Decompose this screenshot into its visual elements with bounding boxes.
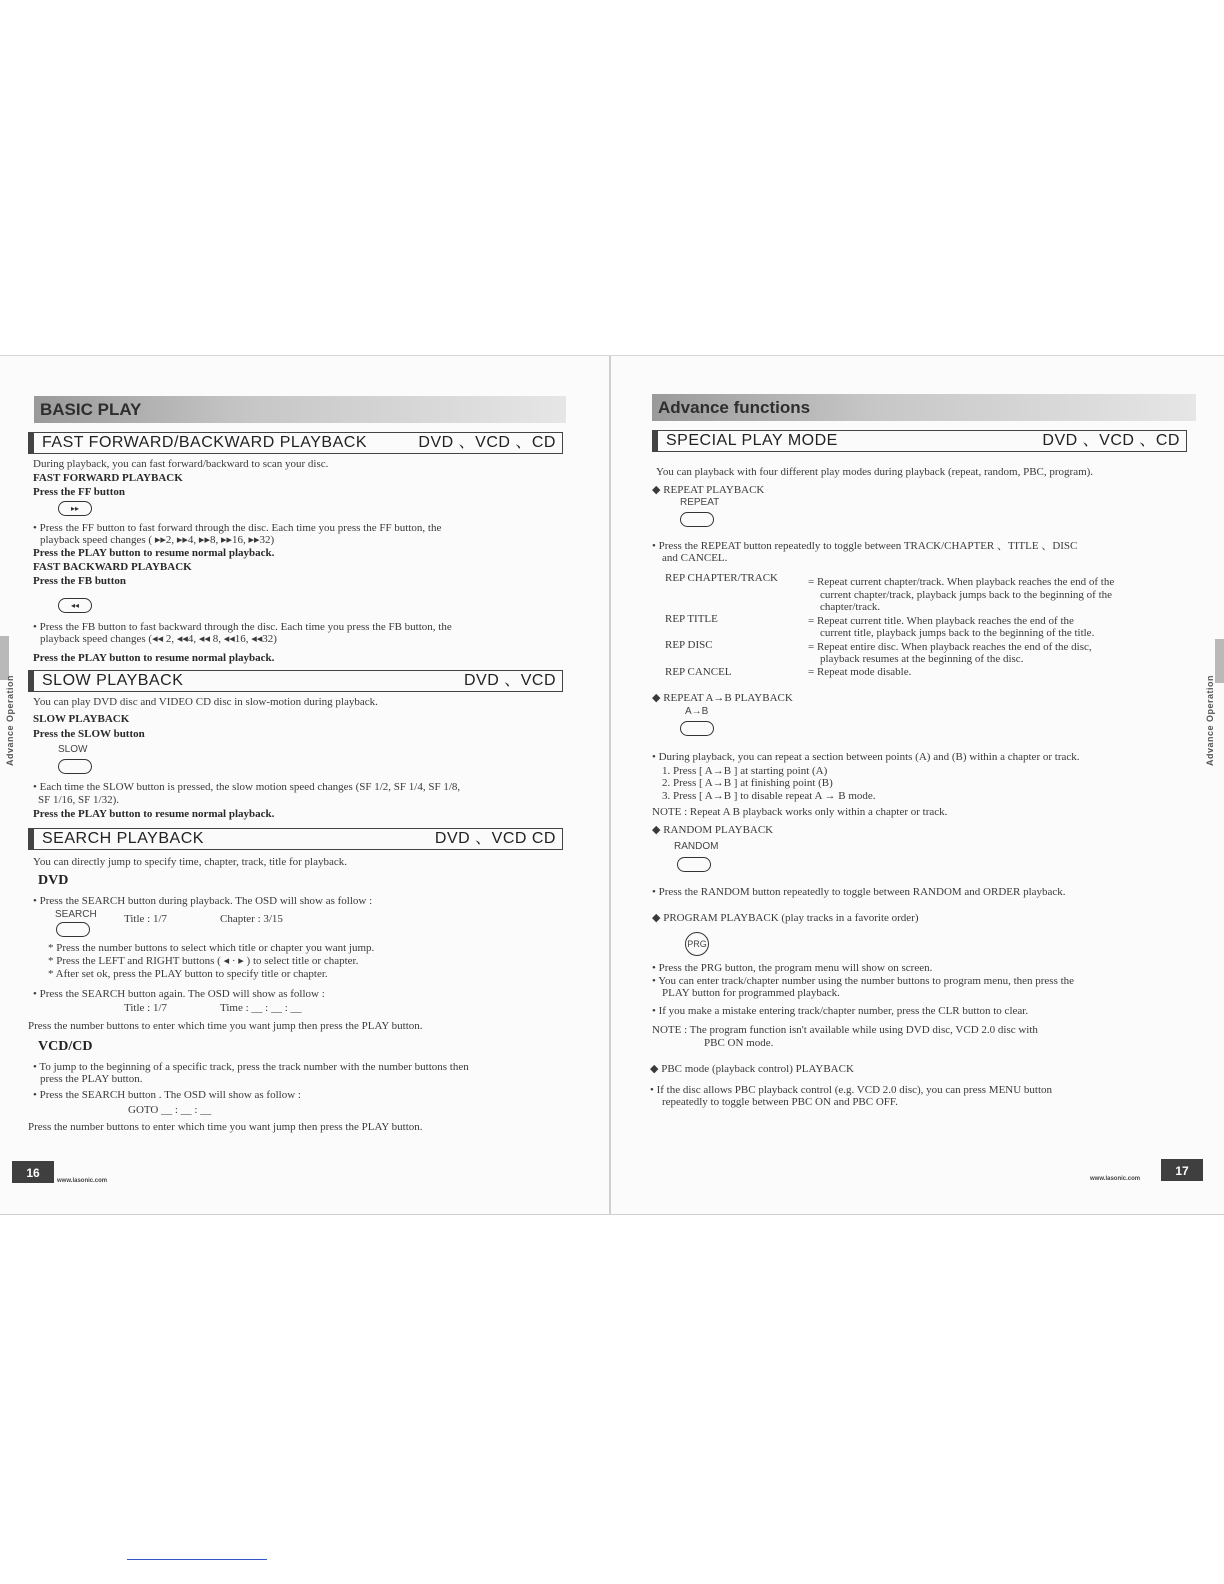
- ab-bullet: • During playback, you can repeat a section between points (A) and (B) within a chapter or track.: [652, 751, 1080, 763]
- osd-title: Title : 1/7: [124, 913, 167, 925]
- rep-term-title: REP TITLE: [665, 613, 718, 625]
- rep-desc-cancel-1: = Repeat mode disable.: [808, 666, 912, 678]
- ff-button-icon: ▸▸: [58, 501, 92, 516]
- program-note-2: PBC ON mode.: [704, 1037, 774, 1049]
- vcd-enter-text: Press the number buttons to enter which time you want jump then press the PLAY button.: [28, 1121, 423, 1133]
- page-number: 16: [12, 1161, 54, 1183]
- repeat-heading: ◆ REPEAT PLAYBACK: [652, 484, 765, 496]
- side-tab-marker: [0, 636, 9, 680]
- ff-resume: Press the PLAY button to resume normal playback.: [33, 547, 275, 559]
- repeat-bullet-line-1: • Press the REPEAT button repeatedly to toggle between TRACK/CHAPTER 、TITLE 、DISC: [652, 540, 1078, 552]
- osd2-title: Title : 1/7: [124, 1002, 167, 1014]
- goto-osd: GOTO __ : __ : __: [128, 1104, 212, 1116]
- fb-button-icon: ◂◂: [58, 598, 92, 613]
- fb-resume: Press the PLAY button to resume normal playback.: [33, 652, 275, 664]
- prg-button-icon: PRG: [685, 932, 709, 956]
- rep-desc-chapter-3: chapter/track.: [820, 601, 881, 613]
- special-intro: You can playback with four different play modes during playback (repeat, random, PBC, program).: [656, 466, 1094, 478]
- rep-desc-disc-1: = Repeat entire disc. When playback reaches the end of the disc,: [808, 641, 1092, 653]
- ab-note: NOTE : Repeat A B playback works only within a chapter or track.: [652, 806, 948, 818]
- ab-step-3: 3. Press [ A→B ] to disable repeat A → B mode.: [662, 790, 876, 802]
- dvd-star-1: * Press the number buttons to select which title or chapter you want jump.: [48, 942, 375, 954]
- program-bullet-4: • If you make a mistake entering track/chapter number, press the CLR button to clear.: [652, 1005, 1029, 1017]
- search-section-discs: DVD 、VCD CD: [434, 830, 556, 847]
- side-label: Advance Operation: [1205, 674, 1215, 766]
- program-bullet-2: • You can enter track/chapter number using the number buttons to program menu, then press the: [652, 975, 1075, 987]
- rep-desc-title-1: = Repeat current title. When playback reaches the end of the: [808, 615, 1074, 627]
- osd2-time: Time : __ : __ : __: [220, 1002, 302, 1014]
- ff-section-header: [28, 432, 563, 454]
- ab-button-label: A→B: [685, 706, 709, 717]
- dvd-enter-text: Press the number buttons to enter which time you want jump then press the PLAY button.: [28, 1020, 423, 1032]
- ab-step-2: 2. Press [ A→B ] at finishing point (B): [662, 777, 833, 789]
- slow-section-discs: DVD 、VCD: [463, 672, 556, 689]
- dvd-heading: DVD: [38, 873, 69, 888]
- rep-term-chapter: REP CHAPTER/TRACK: [665, 572, 778, 584]
- rep-desc-chapter-2: current chapter/track, playback jumps back to the beginning of the: [820, 589, 1113, 601]
- slow-button-label: SLOW: [58, 744, 88, 755]
- slow-press: Press the SLOW button: [33, 728, 145, 740]
- left-page: [0, 356, 610, 1214]
- ab-heading: ◆ REPEAT A→B PLAYBACK: [652, 692, 793, 704]
- program-note-1: NOTE : The program function isn't available while using DVD disc, VCD 2.0 disc with: [652, 1024, 1038, 1036]
- ff-section-title: FAST FORWARD/BACKWARD PLAYBACK: [42, 434, 367, 451]
- slow-heading: SLOW PLAYBACK: [33, 713, 130, 725]
- search-intro: You can directly jump to specify time, chapter, track, title for playback.: [33, 856, 347, 868]
- rep-term-cancel: REP CANCEL: [665, 666, 732, 678]
- program-heading: ◆ PROGRAM PLAYBACK (play tracks in a favorite order): [652, 912, 919, 924]
- slow-section-header: [28, 670, 563, 692]
- pbc-heading: ◆ PBC mode (playback control) PLAYBACK: [650, 1063, 854, 1075]
- vcd-bullet-line-2: press the PLAY button.: [40, 1073, 143, 1085]
- rep-desc-title-2: current title, playback jumps back to the beginning of the title.: [820, 627, 1095, 639]
- dvd-star-2: * Press the LEFT and RIGHT buttons ( ◂ · ▸ ) to select title or chapter.: [48, 955, 359, 967]
- section-banner: Advance functions: [652, 394, 1196, 421]
- special-section-title: SPECIAL PLAY MODE: [666, 432, 838, 449]
- rep-term-disc: REP DISC: [665, 639, 713, 651]
- dvd-star-3: * After set ok, press the PLAY button to specify title or chapter.: [48, 968, 328, 980]
- vcd-bullet-line-3: • Press the SEARCH button . The OSD will show as follow :: [33, 1089, 301, 1101]
- ab-button-icon: [680, 721, 714, 736]
- fb-bullet-line-1: • Press the FB button to fast backward through the disc. Each time you press the FB button, the: [33, 621, 452, 633]
- ff-intro: During playback, you can fast forward/backward to scan your disc.: [33, 458, 329, 470]
- program-bullet-1: • Press the PRG button, the program menu will show on screen.: [652, 962, 933, 974]
- page-number: 17: [1161, 1159, 1203, 1181]
- slow-intro: You can play DVD disc and VIDEO CD disc in slow-motion during playback.: [33, 696, 378, 708]
- repeat-button-icon: [680, 512, 714, 527]
- rep-desc-disc-2: playback resumes at the beginning of the disc.: [820, 653, 1024, 665]
- footer-url: www.lasonic.com: [1090, 1176, 1141, 1182]
- slow-bullet-line-2: SF 1/16, SF 1/32).: [38, 794, 119, 806]
- pbc-bullet-1: • If the disc allows PBC playback control (e.g. VCD 2.0 disc), you can press MENU button: [650, 1084, 1053, 1096]
- ff-bullet-line-2: playback speed changes ( ▸▸2, ▸▸4, ▸▸8, ▸▸16, ▸▸32): [40, 534, 275, 546]
- slow-section-title: SLOW PLAYBACK: [42, 672, 184, 689]
- vcd-bullet-line-1: • To jump to the beginning of a specific track, press the track number with the number buttons then: [33, 1061, 469, 1073]
- search-section-title: SEARCH PLAYBACK: [42, 830, 204, 847]
- side-label: Advance Operation: [5, 674, 15, 766]
- dvd-again-bullet: • Press the SEARCH button again. The OSD will show as follow :: [33, 988, 325, 1000]
- search-button-label: SEARCH: [55, 909, 97, 920]
- section-banner: BASIC PLAY: [34, 396, 566, 423]
- search-section-header: [28, 828, 563, 850]
- slow-button-icon: [58, 759, 92, 774]
- repeat-bullet-line-2: and CANCEL.: [662, 552, 728, 564]
- stray-underline: [127, 1559, 267, 1560]
- ff-press: Press the FF button: [33, 486, 125, 498]
- fb-bullet-line-2: playback speed changes (◂◂ 2, ◂◂4, ◂◂ 8, ◂◂16, ◂◂32): [40, 633, 277, 645]
- pbc-bullet-2: repeatedly to toggle between PBC ON and PBC OFF.: [662, 1096, 898, 1108]
- scanned-spread: [0, 355, 1224, 1215]
- ab-step-1: 1. Press [ A→B ] at starting point (A): [662, 765, 828, 777]
- random-heading: ◆ RANDOM PLAYBACK: [652, 824, 774, 836]
- slow-resume: Press the PLAY button to resume normal playback.: [33, 808, 275, 820]
- special-section-discs: DVD 、VCD 、CD: [1042, 432, 1180, 449]
- rep-desc-chapter-1: = Repeat current chapter/track. When playback reaches the end of the: [808, 576, 1115, 588]
- vcd-heading: VCD/CD: [38, 1039, 93, 1054]
- special-section-header: [652, 430, 1187, 452]
- dvd-search-bullet: • Press the SEARCH button during playback. The OSD will show as follow :: [33, 895, 373, 907]
- ff-heading: FAST FORWARD PLAYBACK: [33, 472, 183, 484]
- slow-bullet-line-1: • Each time the SLOW button is pressed, the slow motion speed changes (SF 1/2, SF 1/4, SF 1/8,: [33, 781, 461, 793]
- page-gutter: [609, 356, 611, 1214]
- ff-bullet-line-1: • Press the FF button to fast forward through the disc. Each time you press the FF button, the: [33, 522, 442, 534]
- osd-chapter: Chapter : 3/15: [220, 913, 283, 925]
- side-tab-marker: [1215, 639, 1224, 683]
- program-bullet-3: PLAY button for programmed playback.: [662, 987, 840, 999]
- random-bullet: • Press the RANDOM button repeatedly to toggle between RANDOM and ORDER playback.: [652, 886, 1066, 898]
- fb-heading: FAST BACKWARD PLAYBACK: [33, 561, 192, 573]
- random-button-icon: [677, 857, 711, 872]
- repeat-button-label: REPEAT: [680, 497, 720, 508]
- search-button-icon: [56, 922, 90, 937]
- ff-section-discs: DVD 、VCD 、CD: [418, 434, 556, 451]
- right-page: [614, 356, 1224, 1214]
- fb-press: Press the FB button: [33, 575, 126, 587]
- footer-url: www.lasonic.com: [57, 1178, 108, 1184]
- random-button-label: RANDOM: [674, 841, 719, 852]
